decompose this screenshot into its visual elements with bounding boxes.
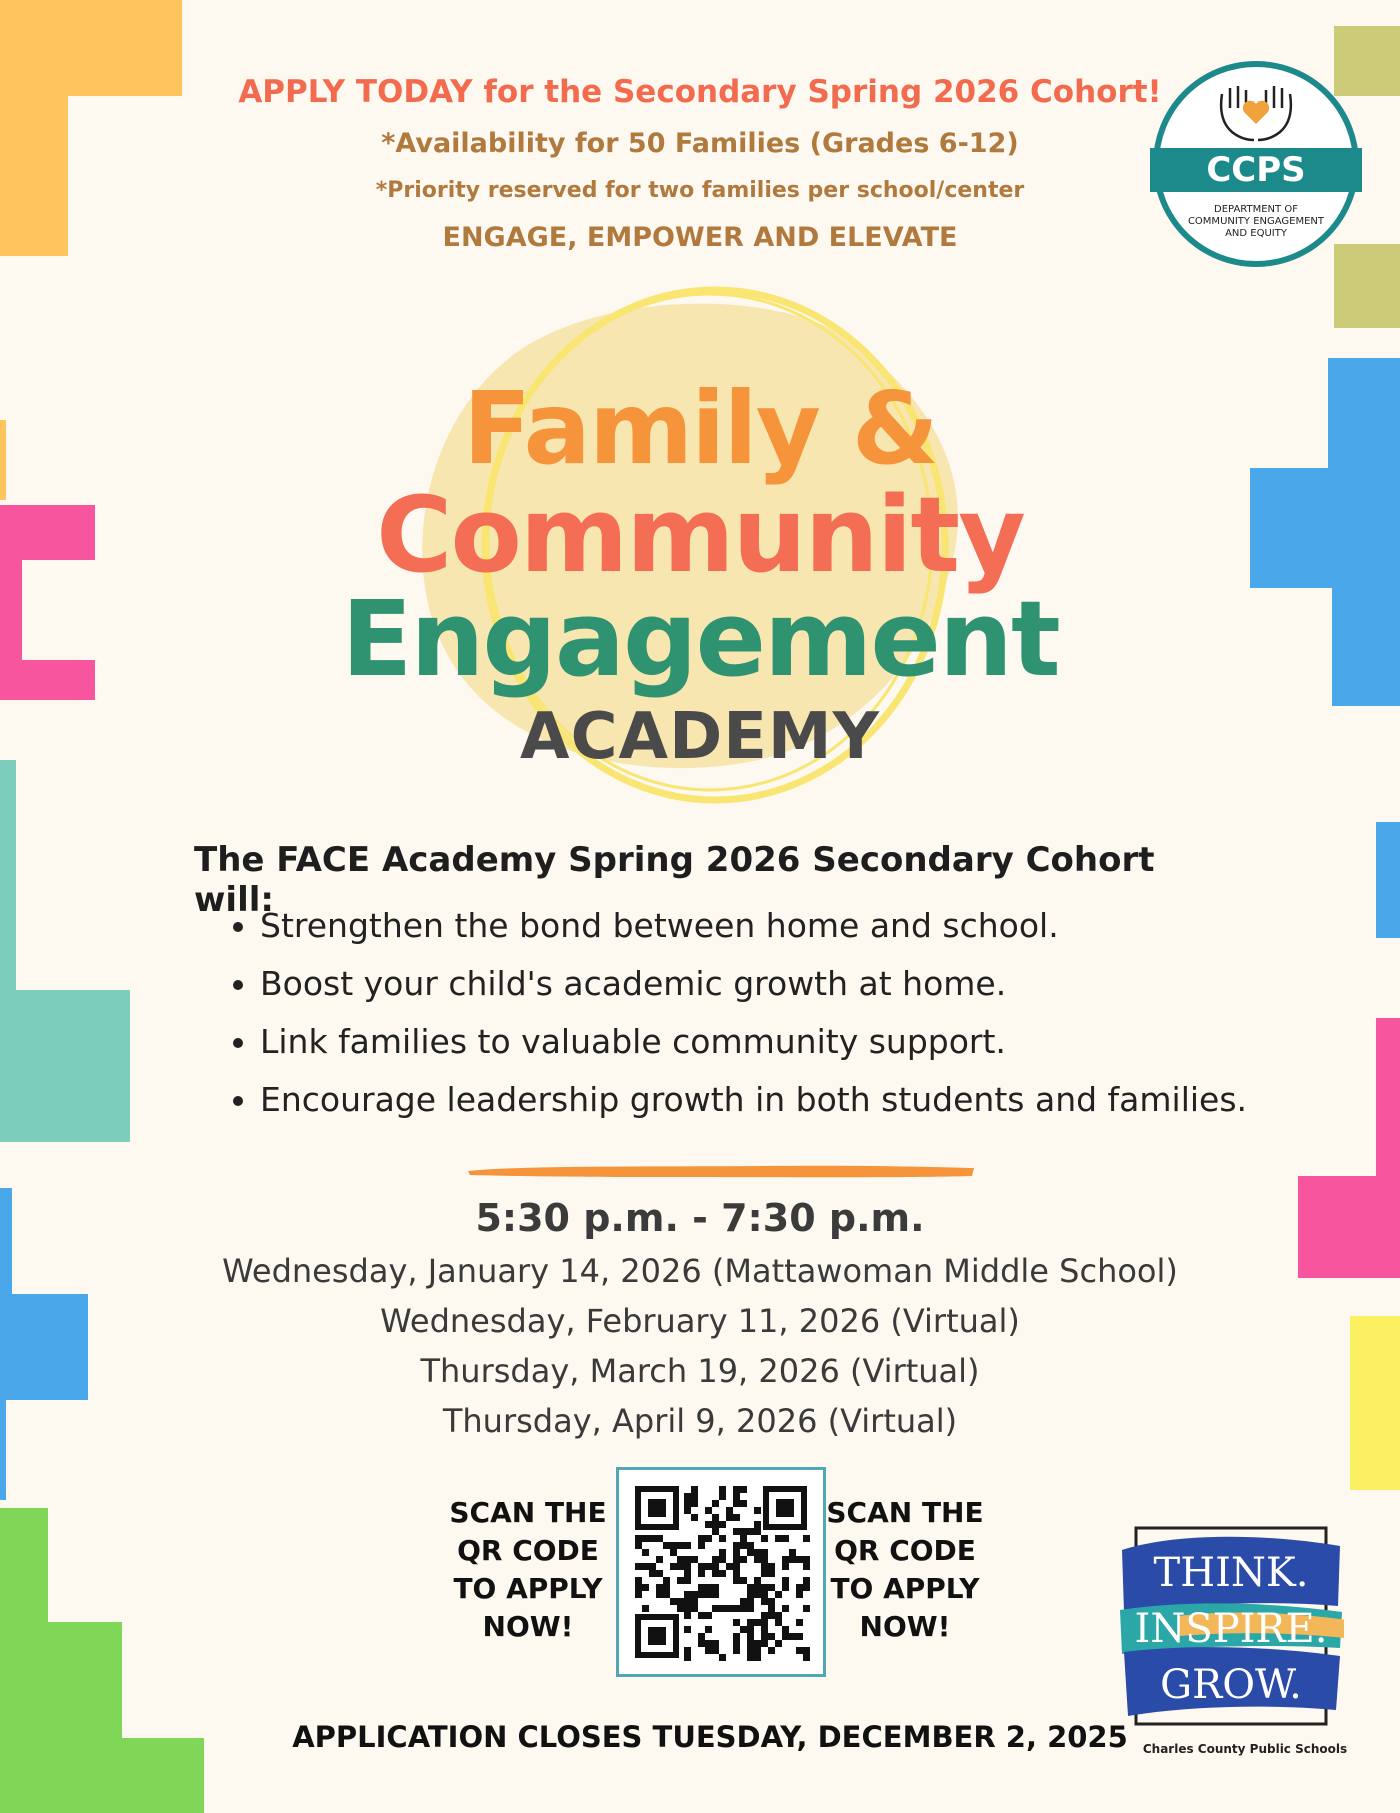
list-item: • Strengthen the bond between home and school.	[260, 902, 1360, 960]
availability-note: *Availability for 50 Families (Grades 6-12)	[381, 128, 1019, 159]
decor-block	[0, 0, 182, 96]
title-community: Community	[376, 474, 1024, 596]
decor-block	[0, 990, 130, 1142]
list-item: • Boost your child's academic growth at home.	[260, 960, 1360, 1018]
scan-instruction-left	[443, 1494, 613, 1646]
slogan-grow: GROW.	[1160, 1662, 1302, 1708]
ccps-logo	[1150, 58, 1362, 270]
title-academy: ACADEMY	[520, 700, 880, 774]
scan-line: TO APPLY	[830, 1572, 980, 1605]
think-inspire-grow-logo	[1118, 1520, 1344, 1730]
application-deadline: APPLICATION CLOSES TUESDAY, DECEMBER 2, 2025	[292, 1720, 1128, 1754]
ccps-dept-line: AND EQUITY	[1225, 228, 1287, 239]
scan-line: QR CODE	[457, 1534, 599, 1567]
session-time: 5:30 p.m. - 7:30 p.m.	[475, 1196, 925, 1240]
title-engagement: Engagement	[341, 578, 1059, 700]
session-date: Wednesday, January 14, 2026 (Mattawoman Middle School)	[222, 1252, 1178, 1290]
scan-line: SCAN THE	[449, 1496, 607, 1529]
apply-today-headline: APPLY TODAY for the Secondary Spring 2026 Cohort!	[238, 74, 1162, 110]
priority-note: *Priority reserved for two families per school/center	[375, 178, 1025, 203]
list-item: • Encourage leadership growth in both students and families.	[260, 1076, 1360, 1134]
ccps-dept-line: COMMUNITY ENGAGEMENT	[1187, 216, 1325, 227]
session-date: Thursday, April 9, 2026 (Virtual)	[442, 1402, 958, 1440]
scan-line: NOW!	[482, 1610, 574, 1643]
ccps-logo-name: CCPS	[1206, 150, 1306, 190]
decor-block	[0, 1508, 48, 1813]
scan-line: NOW!	[859, 1610, 951, 1643]
scan-instruction-right	[820, 1494, 990, 1646]
decor-block	[0, 760, 16, 990]
qr-code[interactable]	[616, 1467, 826, 1677]
session-date: Thursday, March 19, 2026 (Virtual)	[420, 1352, 980, 1390]
decor-block	[1376, 822, 1400, 938]
goals-list	[230, 902, 1360, 1134]
title-family: Family &	[463, 370, 937, 487]
list-item: • Link families to valuable community support.	[260, 1018, 1360, 1076]
ccps-dept-line: DEPARTMENT OF	[1214, 204, 1298, 215]
slogan-think: THINK.	[1153, 1550, 1309, 1596]
tagline: ENGAGE, EMPOWER AND ELEVATE	[442, 222, 958, 253]
session-date: Wednesday, February 11, 2026 (Virtual)	[380, 1302, 1020, 1340]
scan-line: TO APPLY	[453, 1572, 603, 1605]
brush-divider	[466, 1162, 976, 1180]
decor-block	[0, 96, 68, 256]
district-name: Charles County Public Schools	[1142, 1742, 1348, 1756]
scan-line: SCAN THE	[826, 1496, 984, 1529]
scan-line: QR CODE	[834, 1534, 976, 1567]
decor-block	[1376, 1018, 1400, 1176]
slogan-inspire: INSPIRE.	[1134, 1606, 1328, 1652]
cohort-heading: The FACE Academy Spring 2026 Secondary Cohort will:	[194, 840, 1155, 920]
decor-block	[48, 1622, 122, 1813]
